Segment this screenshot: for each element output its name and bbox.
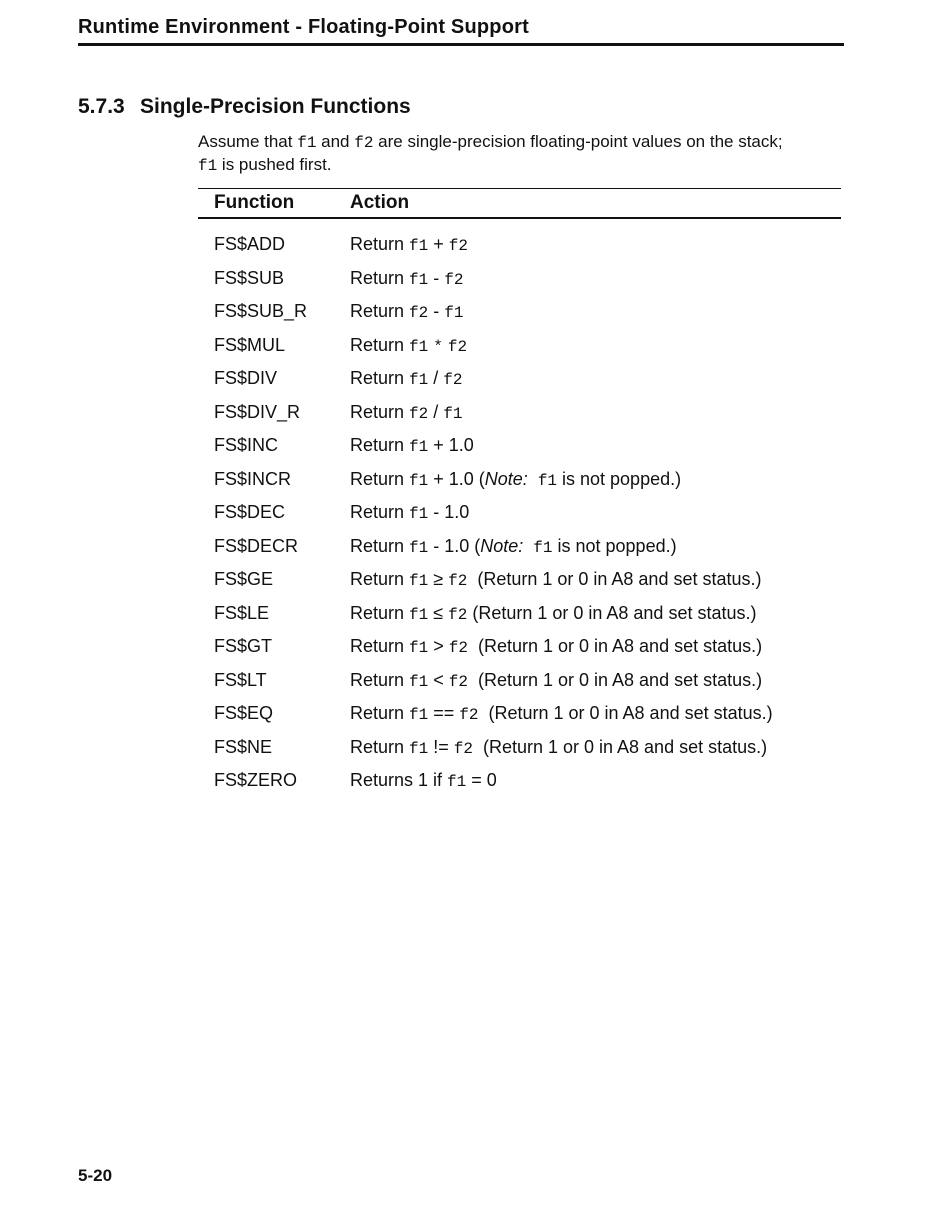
function-name-cell: FS$INCR <box>214 468 292 489</box>
intro-text: are single-precision floating-point values on the stack; <box>373 132 783 151</box>
function-name-cell: FS$DIV_R <box>214 401 301 422</box>
action-text: / <box>428 368 444 388</box>
table-row <box>0 368 936 402</box>
function-name-cell: FS$MUL <box>214 334 286 355</box>
table-header-rule <box>198 217 841 219</box>
action-code: f1 <box>444 304 464 322</box>
function-name-cell: FS$GT <box>214 636 273 656</box>
action-cell <box>350 737 767 758</box>
action-text: ≥ <box>428 569 449 589</box>
function-name-cell: FS$NE <box>214 736 273 757</box>
action-code: f2 <box>453 739 473 758</box>
table-row <box>0 569 936 603</box>
function-name-cell: FS$ZERO <box>214 770 298 790</box>
action-text: Return <box>350 703 410 723</box>
action-cell <box>350 368 462 389</box>
action-note-label: Note: <box>484 468 528 489</box>
column-header-function: Function <box>214 192 295 213</box>
action-text: Return <box>350 535 410 556</box>
action-code: * <box>433 337 443 356</box>
action-code: f1 <box>409 572 429 590</box>
intro-paragraph <box>198 131 848 177</box>
action-code: f2 <box>448 639 468 657</box>
action-text: != <box>428 736 454 757</box>
table-row <box>0 770 936 804</box>
action-cell <box>350 770 497 791</box>
action-code: f1 <box>409 739 429 758</box>
table-top-rule <box>198 188 841 189</box>
action-text: + 1.0 ( <box>428 468 485 489</box>
action-text: Return <box>350 301 410 321</box>
action-code: f1 <box>443 404 463 423</box>
action-text: Return <box>350 468 410 489</box>
action-text: (Return 1 or 0 in A8 and set status.) <box>467 602 757 623</box>
section-number: 5.7.3 <box>78 95 125 118</box>
action-cell <box>350 636 762 657</box>
table-row <box>0 636 936 670</box>
action-note-label: Note: <box>480 535 524 556</box>
action-code: f1 <box>409 371 429 389</box>
action-text: == <box>428 703 460 723</box>
action-code: f1 <box>409 605 429 624</box>
action-text: (Return 1 or 0 in A8 and set status.) <box>478 703 773 723</box>
action-text: Return <box>350 636 410 656</box>
action-code: f2 <box>448 572 468 590</box>
action-code: f2 <box>409 404 429 423</box>
action-code: f1 <box>537 471 558 490</box>
action-code: f1 <box>447 773 467 791</box>
table-row <box>0 435 936 469</box>
action-code: f2 <box>443 371 463 389</box>
action-cell <box>350 603 756 624</box>
action-code: f2 <box>459 706 479 724</box>
function-name-cell: FS$INC <box>214 435 279 455</box>
action-text: - 1.0 <box>428 502 470 522</box>
table-row <box>0 670 936 704</box>
action-cell <box>350 435 474 456</box>
action-text: Return <box>350 334 410 355</box>
function-name-cell: FS$EQ <box>214 703 274 723</box>
intro-text: and <box>316 132 355 151</box>
function-name-cell: FS$LE <box>214 602 270 623</box>
action-cell <box>350 268 463 289</box>
action-code: f2 <box>448 237 468 255</box>
action-text: (Return 1 or 0 in A8 and set status.) <box>467 669 763 690</box>
function-name-cell: FS$ADD <box>214 234 286 254</box>
action-cell <box>350 301 463 322</box>
intro-code: f1 <box>297 134 317 152</box>
action-text: (Return 1 or 0 in A8 and set status.) <box>467 569 762 589</box>
section-title: Single-Precision Functions <box>140 95 411 118</box>
action-code: f1 <box>409 672 429 691</box>
function-name-cell: FS$SUB <box>214 267 285 288</box>
action-text: + <box>428 234 449 254</box>
action-text: is not popped.) <box>552 535 677 556</box>
table-row <box>0 301 936 335</box>
action-text <box>528 469 538 489</box>
table-row <box>0 737 936 771</box>
header-rule <box>78 43 844 46</box>
table-row <box>0 469 936 503</box>
action-text: Return <box>350 502 410 522</box>
action-code: f2 <box>448 605 468 624</box>
action-text: ≤ <box>428 602 449 623</box>
action-code: f2 <box>444 270 464 289</box>
action-cell <box>350 502 469 523</box>
action-text: Return <box>350 569 410 589</box>
action-text: is not popped.) <box>557 468 682 489</box>
table-row <box>0 703 936 737</box>
action-cell <box>350 536 677 557</box>
table-row <box>0 268 936 302</box>
action-text: > <box>428 636 449 656</box>
action-code: f2 <box>448 672 468 691</box>
table-row <box>0 335 936 369</box>
action-cell <box>350 569 761 590</box>
table-row <box>0 234 936 268</box>
action-cell <box>350 234 468 255</box>
action-code: f1 <box>409 706 429 724</box>
action-text: Return <box>350 669 410 690</box>
action-code: f1 <box>409 471 429 490</box>
intro-text: Assume that <box>198 132 298 151</box>
table-row <box>0 402 936 436</box>
action-text: Return <box>350 368 410 388</box>
column-header-action: Action <box>350 192 410 213</box>
section-heading <box>78 95 411 119</box>
function-name-cell: FS$DIV <box>214 368 278 388</box>
action-code: f1 <box>409 639 429 657</box>
action-cell <box>350 402 462 423</box>
intro-code: f2 <box>354 134 374 152</box>
action-text: Returns 1 if <box>350 770 448 790</box>
action-text: = 0 <box>466 770 497 790</box>
action-text: Return <box>350 234 410 254</box>
action-text: - <box>428 301 445 321</box>
action-text: + 1.0 <box>428 435 474 455</box>
table-row <box>0 603 936 637</box>
running-header: Runtime Environment - Floating-Point Support <box>78 16 529 38</box>
table-row <box>0 536 936 570</box>
action-code: f1 <box>533 538 553 557</box>
action-code: f2 <box>447 337 468 356</box>
action-code: f1 <box>409 505 429 523</box>
intro-text: is pushed first. <box>217 155 332 174</box>
function-name-cell: FS$SUB_R <box>214 301 308 321</box>
function-name-cell: FS$LT <box>214 669 267 690</box>
action-code: f1 <box>409 237 429 255</box>
action-cell <box>350 703 773 724</box>
action-text: Return <box>350 435 410 455</box>
action-text: - 1.0 ( <box>428 535 481 556</box>
action-text <box>523 536 533 556</box>
function-name-cell: FS$GE <box>214 569 274 589</box>
page-number: 5-20 <box>78 1166 113 1185</box>
action-text: / <box>428 401 444 422</box>
action-code: f2 <box>409 304 429 322</box>
action-cell <box>350 670 762 691</box>
action-code: f1 <box>409 337 429 356</box>
intro-code: f1 <box>198 157 218 175</box>
function-name-cell: FS$DECR <box>214 535 299 556</box>
action-code: f1 <box>409 270 429 289</box>
action-text: Return <box>350 602 410 623</box>
action-text: (Return 1 or 0 in A8 and set status.) <box>467 636 763 656</box>
action-text: Return <box>350 401 410 422</box>
action-cell <box>350 335 467 356</box>
action-text: Return <box>350 267 410 288</box>
action-code: f1 <box>409 438 429 456</box>
action-code: f1 <box>409 538 429 557</box>
action-cell <box>350 469 681 490</box>
action-text: < <box>428 669 449 690</box>
table-row <box>0 502 936 536</box>
action-text: - <box>428 267 445 288</box>
action-text: (Return 1 or 0 in A8 and set status.) <box>472 736 768 757</box>
function-name-cell: FS$DEC <box>214 502 286 522</box>
action-text: Return <box>350 736 410 757</box>
